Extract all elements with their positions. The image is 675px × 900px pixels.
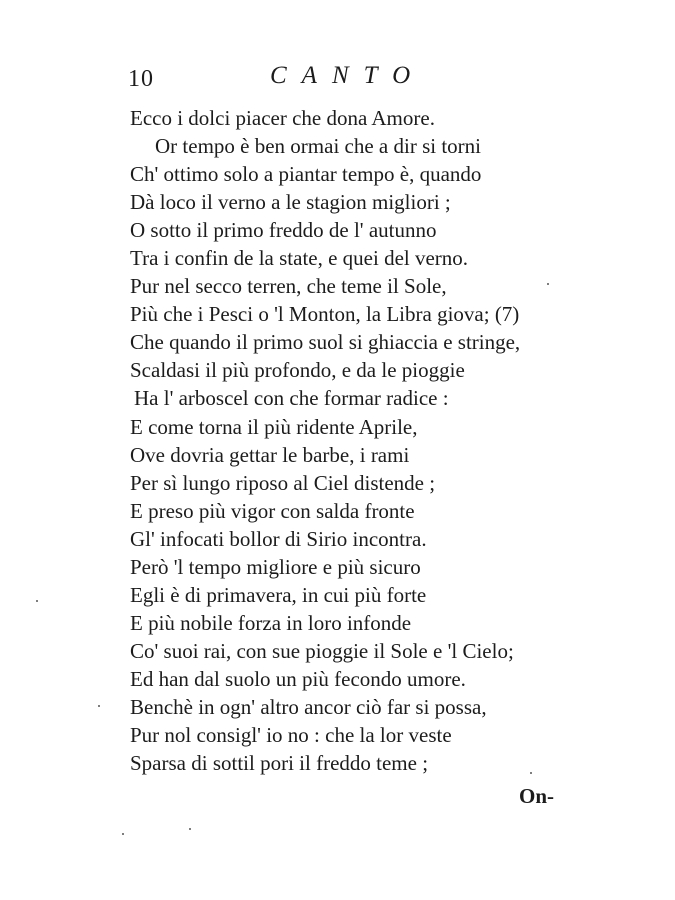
verse-line: O sotto il primo freddo de l' autunno [130, 218, 437, 243]
verse-line: Sparsa di sottil pori il freddo teme ; [130, 751, 429, 776]
verse-line: Gl' infocati bollor di Sirio incontra. [130, 526, 427, 551]
paper-speck [189, 828, 191, 830]
verse-line: Ed han dal suolo un più fecondo umore. [130, 666, 466, 691]
page-header [0, 56, 675, 96]
running-head: CANTO [270, 62, 426, 89]
paper-speck [530, 772, 532, 774]
verse-line: Co' suoi rai, con sue pioggie il Sole e 'l Cielo; [130, 638, 514, 663]
verse-line: Pur nol consigl' io no : che la lor veste [130, 723, 452, 748]
verse-line: Or tempo è ben ormai che a dir si torni [155, 134, 481, 159]
paper-speck [547, 283, 549, 285]
verse-line: Ch' ottimo solo a piantar tempo è, quando [130, 162, 482, 187]
verse-line: Tra i confin de la state, e quei del verno. [130, 246, 469, 271]
page-number: 10 [128, 66, 154, 92]
verse-line: Però 'l tempo migliore e più sicuro [130, 554, 421, 579]
verse-line: Egli è di primavera, in cui più forte [130, 582, 427, 607]
verse-line: Scaldasi il più profondo, e da le pioggie [130, 358, 465, 383]
paper-speck [98, 705, 100, 707]
verse-line: Ove dovria gettar le barbe, i rami [130, 442, 410, 467]
verse-line: Pur nel secco terren, che teme il Sole, [130, 274, 447, 299]
catchword: On- [519, 784, 555, 808]
verse-line: E più nobile forza in loro infonde [130, 610, 412, 635]
verse-line: E preso più vigor con salda fronte [130, 498, 415, 523]
verse-line: Ha l' arboscel con che formar radice : [134, 386, 449, 411]
verse-line: E come torna il più ridente Aprile, [130, 414, 418, 439]
verse-line: Che quando il primo suol si ghiaccia e stringe, [130, 330, 521, 355]
paper-speck [122, 833, 124, 835]
verse-line: Più che i Pesci o 'l Monton, la Libra giova; (7) [130, 302, 520, 327]
verse-line: Benchè in ogn' altro ancor ciò far si possa, [130, 694, 487, 719]
poem-text [0, 104, 675, 777]
verse-line: Dà loco il verno a le stagion migliori ; [130, 190, 451, 215]
verse-line: Ecco i dolci piacer che dona Amore. [130, 106, 435, 130]
verse-line: Per sì lungo riposo al Ciel distende ; [130, 470, 436, 495]
paper-speck [36, 600, 38, 602]
